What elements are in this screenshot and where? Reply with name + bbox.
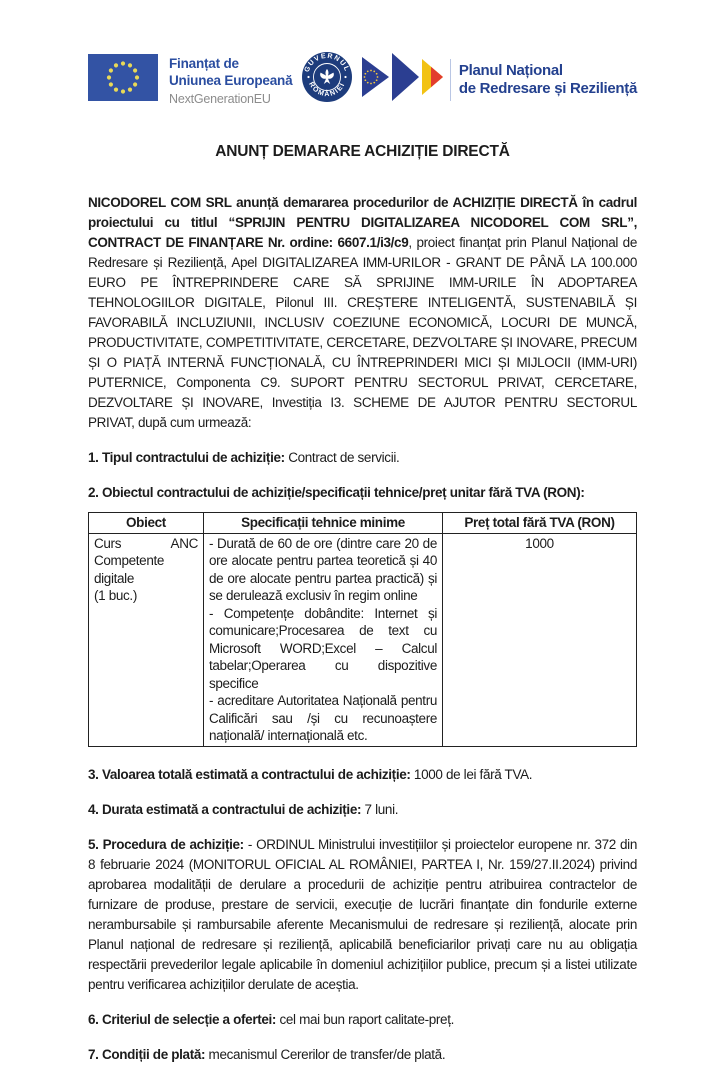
pnrr-text-line1: Planul Național [458,61,563,79]
pnrr-divider [450,59,451,101]
section-6-selection-criterion [88,1010,637,1030]
section-3-label: 3. Valoarea totală estimată a contractului de achiziție: [88,766,411,782]
section-6-label: 6. Criteriul de selecție a ofertei: [88,1011,277,1027]
obiect-line-1: Curs ANC [94,535,198,551]
page-title: ANUNȚ DEMARARE ACHIZIȚIE DIRECTĂ [215,143,510,160]
obiect-line-2: Competente digitale [94,553,165,586]
eu-funding-text [169,54,292,107]
table-row [89,533,637,746]
column-header-pret: Preț total fără TVA (RON) [443,513,637,534]
eu-funding-logo [88,54,292,107]
section-5-procedure [88,835,637,995]
section-5-value: - ORDINUL Ministrului investițiilor și proiectelor europene nr. 372 din 8 februarie 2024 (MONITORUL OFICIAL AL ROMÂNIEI, PARTEA I, Nr. 159/27.II.2024) privind aprobarea modalității de derulare a procedurii de achiziție pentru atribuirea contractelor de furnizare de produse, prestare de servicii, execuție de lucrări finanțate din fondurile externe nerambursabile și rambursabile aferente Mecanismului de redresare și reziliență, alocate prin Planul național de redresare și reziliență, aplicabilă beneficiarilor privați care nu au obligația respectării prevederilor legale aplicabile în domeniul achizițiilor publice, precum și a listei utilizate pentru verificarea achizițiilor derulate de aceștia. [88,836,637,992]
table-header-row [89,513,637,534]
section-1-contract-type [88,448,637,468]
section-4-value: 7 luni. [361,801,399,817]
column-header-obiect: Obiect [89,513,204,534]
section-7-value: mecanismul Cererilor de transfer/de plată. [205,1046,446,1062]
section-4-label: 4. Durata estimată a contractului de achiziție: [88,801,362,817]
svg-text:ROMÂNIEI: ROMÂNIEI [307,81,347,99]
column-header-specificatii: Specificații tehnice minime [204,513,443,534]
eu-text-line3: NextGenerationEU [169,91,271,106]
spec-paragraph-3: - acreditare Autoritatea Națională pentru Calificări sau /și cu recunoaștere națională/ internațională etc. [209,693,437,743]
obiect-line-3: (1 buc.) [94,588,137,603]
section-4-duration [88,800,637,820]
cell-pret: 1000 [443,533,637,746]
logo-header [88,54,637,106]
pnrr-text-line2: de Redresare și Reziliență [458,80,637,97]
cell-obiect [89,533,204,746]
section-7-payment-conditions [88,1045,637,1065]
pnrr-text [459,62,637,99]
cell-specificatii [204,533,443,746]
section-1-label: 1. Tipul contractului de achiziție: [88,450,285,465]
section-3-value: 1000 de lei fără TVA. [410,766,533,782]
eu-flag-icon [88,54,158,107]
pnrr-logo [362,53,637,107]
intro-paragraph [88,193,637,433]
section-5-label: 5. Procedura de achiziție: [88,836,244,852]
section-6-value: cel mai bun raport calitate-preț. [276,1011,455,1027]
section-2-contract-object [88,483,637,503]
spec-paragraph-1: - Durată de 60 de ore (dintre care 20 de ore alocate pentru partea teoretică și 40 de ore alocate pentru partea practică) și se derulează exclusiv în regim online [209,535,437,603]
eu-text-line1: Finanțat de [169,55,239,71]
section-1-value: Contract de servicii. [284,450,400,465]
section-2-label: 2. Obiectul contractului de achiziție/specificații tehnice/preț unitar fără TVA (RON): [88,485,585,500]
intro-bold-text: NICODOREL COM SRL anunță demararea procedurilor de ACHIZIȚIE DIRECTĂ în cadrul proiectului cu titlul “SPRIJIN PENTRU DIGITALIZAREA NICODOREL COM SRL”, CONTRACT DE FINANȚARE Nr. ordine: 6607.1/i3/c9 [88,195,637,250]
pnrr-arrows-icon [362,53,444,107]
section-7-label: 7. Condiții de plată: [88,1046,206,1062]
intro-regular-text: , proiect finanțat prin Planul Național de Redresare și Reziliență, Apel DIGITALIZAREA IMM-URILOR - GRANT DE PÂNĂ LA 100.000 EURO PE ÎNTREPRINDERE CARE SĂ SPRIJINE IMM-URILE ÎN ADOPTAREA TEHNOLOGIILOR DIGITALE, Pilonul III. CREȘTERE INTELIGENTĂ, SUSTENABILĂ ȘI FAVORABILĂ INCLUZIUNII, INCLUSIV COEZIUNE ECONOMICĂ, LOCURI DE MUNCĂ, PRODUCTIVITATE, COMPETITIVITATE, CERCETARE, DEZVOLTARE ȘI INOVARE, PRECUM ȘI O PIAȚĂ INTERNĂ FUNCȚIONALĂ, CU ÎNTREPRINDERI MICI ȘI MIJLOCII (IMM-URI) PUTERNICE, Componenta C9. SUPORT PENTRU SECTORUL PRIVAT, CERCETARE, DEZVOLTARE ȘI INOVARE, Investiția I3. SCHEME DE AJUTOR PENTRU SECTORUL PRIVAT, după cum urmează: [88,235,637,430]
specifications-table [88,512,637,747]
romanian-government-seal-icon [301,51,353,109]
section-3-total-value [88,765,637,785]
spec-paragraph-2: - Competențe dobândite: Internet și comunicare;Procesarea de text cu Microsoft WORD;Excel – Calcul tabelar;Operarea cu dispozitive specifice [209,605,437,691]
svg-text:GUVERNUL: GUVERNUL [303,52,351,74]
eu-text-line2: Uniunea Europeană [169,72,293,88]
